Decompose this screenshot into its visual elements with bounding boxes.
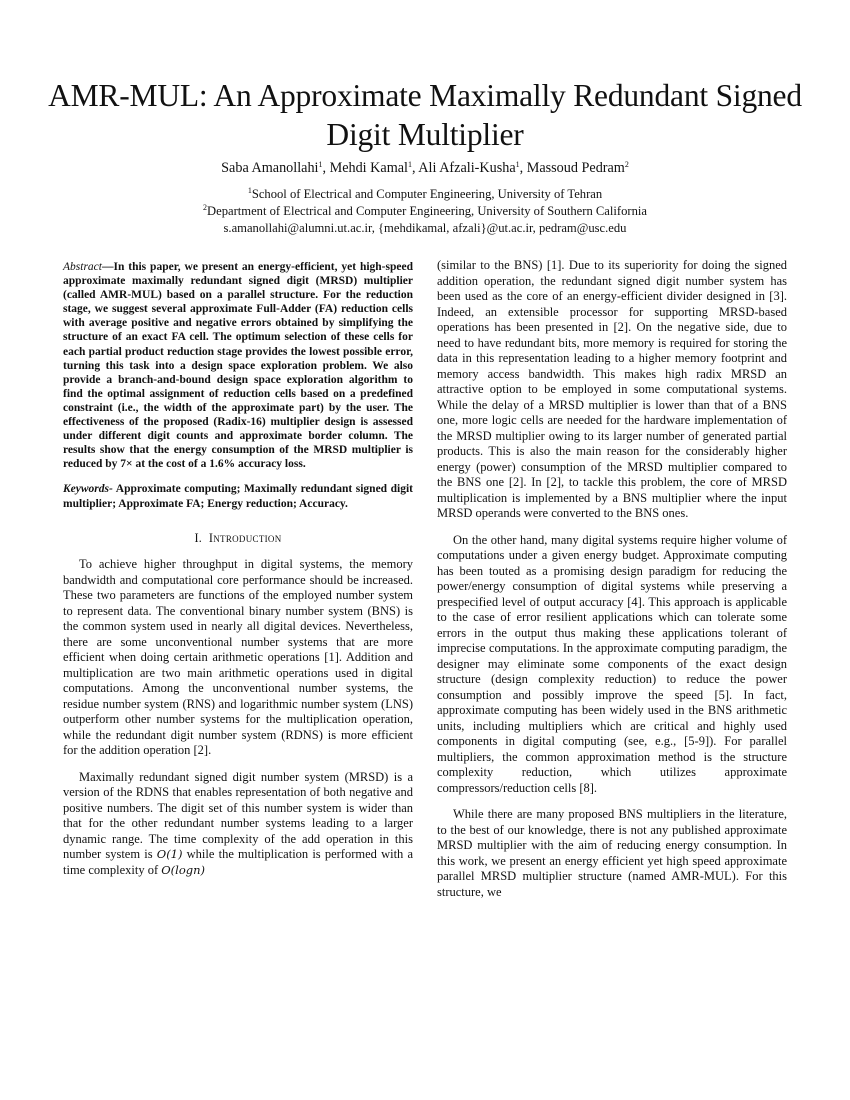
- author-name: Mehdi Kamal: [329, 160, 408, 176]
- section-title: Introduction: [208, 530, 282, 545]
- math-expression: O(logn): [161, 862, 206, 877]
- affiliation-mark: 1: [407, 160, 412, 169]
- abstract: [63, 260, 413, 471]
- section-number: I.: [194, 530, 203, 545]
- left-column: [63, 260, 413, 878]
- author-name: Ali Afzali-Kusha: [418, 160, 516, 176]
- body-paragraph: While there are many proposed BNS multipliers in the literature, to the best of our knowledge, there is not any published approximate MRSD multiplier with the aim of reducing energy consumption. In this work, we present an energy efficient yet high speed approximate parallel MRSD multiplier structure (named AMR-MUL). For this structure, we: [437, 807, 787, 899]
- affiliation-text: Department of Electrical and Computer Engineering, University of Southern California: [207, 204, 647, 218]
- body-paragraph: (similar to the BNS) [1]. Due to its superiority for doing the signed addition operation, the redundant signed digit number system has been used as the core of an energy-efficient divider designed in [3]. Indeed, an extensible processor for supporting MRSD-based operations has been presented in [2]. On the negative side, due to need to have redundant bits, more memory is required for storing the data in this representation leading to a higher memory footprint and memory access bandwidth. This makes high radix MRSD an attractive option to be employed in some computational systems. While the delay of a MRSD multiplier is lower than that of a BNS one, more logic cells are needed for the hardware implementation of the MRSD multiplier owing to its larger number of generated partial products. This is also the main reason for the considerably higher energy (power) consumption of the MRSD multiplier compared to the BNS one [2]. In [2], to tackle this problem, the core of MRSD multiplication is implemented by a BNS multiplier where the input MRSD operands were converted to the BNS ones.: [437, 258, 787, 520]
- keywords-text: Approximate computing; Maximally redundant signed digit multiplier; Approximate FA; Energy reduction; Accuracy.: [63, 483, 413, 510]
- body-paragraph: To achieve higher throughput in digital systems, the memory bandwidth and computational core performance should be increased. These two parameters are functions of the employed number system to represent data. The conventional binary number system (BNS) is the common system used in nearly all digital devices. Nevertheless, there are some unconventional number systems that are more efficient when doing certain arithmetic operations [1]. Addition and multiplication are two main arithmetic operations used in digital computations. Among the unconventional number systems, the residue number system (RNS) and logarithmic number system (LNS) outperform other number systems for the multiplication operation, while the redundant digit number system (RDNS) is more efficient for the addition operation [2].: [63, 557, 413, 758]
- affiliation-mark: 1: [515, 160, 520, 169]
- affiliation-mark: 1: [318, 160, 323, 169]
- affiliation-line: [40, 186, 810, 203]
- keywords: [63, 482, 413, 510]
- affiliation-mark: 1: [247, 186, 252, 195]
- paragraph-text: Maximally redundant signed digit number system (MRSD) is a version of the RDNS that enables representation of both negative and positive numbers. The digit set of this number system is wider than that for the other redundant number systems leading to a larger dynamic range. The time complexity of the add operation in this number system is: [63, 769, 413, 862]
- keywords-label: Keywords-: [63, 483, 113, 496]
- paragraph-text: while the multiplication is performed with a time complexity of: [63, 847, 414, 877]
- author-name: Massoud Pedram: [526, 160, 625, 176]
- body-paragraph: [63, 770, 413, 879]
- right-column: [437, 258, 787, 900]
- abstract-text: —In this paper, we present an energy-efficient, yet high-speed approximate maximally redundant signed digit (MRSD) multiplier (called AMR-MUL) based on a parallel structure. For the reduction stage, we suggest several approximate Full-Adder (FA) reduction cells with average positive and negative errors obtained by simplifying the structure of an exact FA cell. The optimum selection of these cells for each partial product reduction stage provides the lowest possible error, turning this task into a design space exploration problem. We also provide a branch-and-bound design space exploration algorithm to find the optimal assignment of reduction cells based on a predefined constraint (i.e., the width of the approximate part) by the user. The effectiveness of the proposed (Radix-16) multiplier design is assessed under different digit counts and approximate border column. The results show that the energy consumption of the MRSD multiplier is reduced by 7× at the cost of a 1.6% accuracy loss.: [63, 261, 413, 471]
- affiliation-line: [40, 203, 810, 220]
- author-emails: s.amanollahi@alumni.ut.ac.ir, {mehdikamal, afzali}@ut.ac.ir, pedram@usc.edu: [223, 221, 627, 235]
- paper-title: AMR-MUL: An Approximate Maximally Redundant Signed Digit Multiplier: [48, 78, 802, 152]
- affiliation-mark: 2: [624, 160, 629, 169]
- body-paragraph: On the other hand, many digital systems require higher volume of computations under a given energy budget. Approximate computing has been touted as a promising design paradigm for reducing the power/energy consumption of digital systems while preserving a prespecified level of output accuracy [4]. This approach is applicable to the case of error resilient applications which can tolerate some errors in the output thus making these applications tolerant of imprecise computations. In the approximate computing paradigm, the designer may eliminate some components of the exact design structure (design complexity reduction) to reduce the power consumption and possibly improve the speed [5]. In fact, approximate computing has been widely used in the BNS arithmetic units, including multipliers which are critical and highly used components in digital computing (see, e.g., [5-9]). For parallel multipliers, the common approximation method is the structure complexity reduction, which utilizes approximate compressors/reduction cells [8].: [437, 532, 787, 795]
- author-name: Saba Amanollahi: [221, 160, 319, 176]
- affiliation-text: School of Electrical and Computer Engineering, University of Tehran: [251, 187, 603, 201]
- affiliation-mark: 2: [203, 203, 208, 212]
- abstract-label: Abstract: [63, 261, 102, 273]
- section-heading: [63, 531, 413, 547]
- author-list: Saba Amanollahi$^1$, Mehdi Kamal$^1$, Ali Afzali-Kusha$^1$, Massoud Pedram$^2$: [221, 160, 629, 176]
- math-expression: O(1): [156, 847, 183, 862]
